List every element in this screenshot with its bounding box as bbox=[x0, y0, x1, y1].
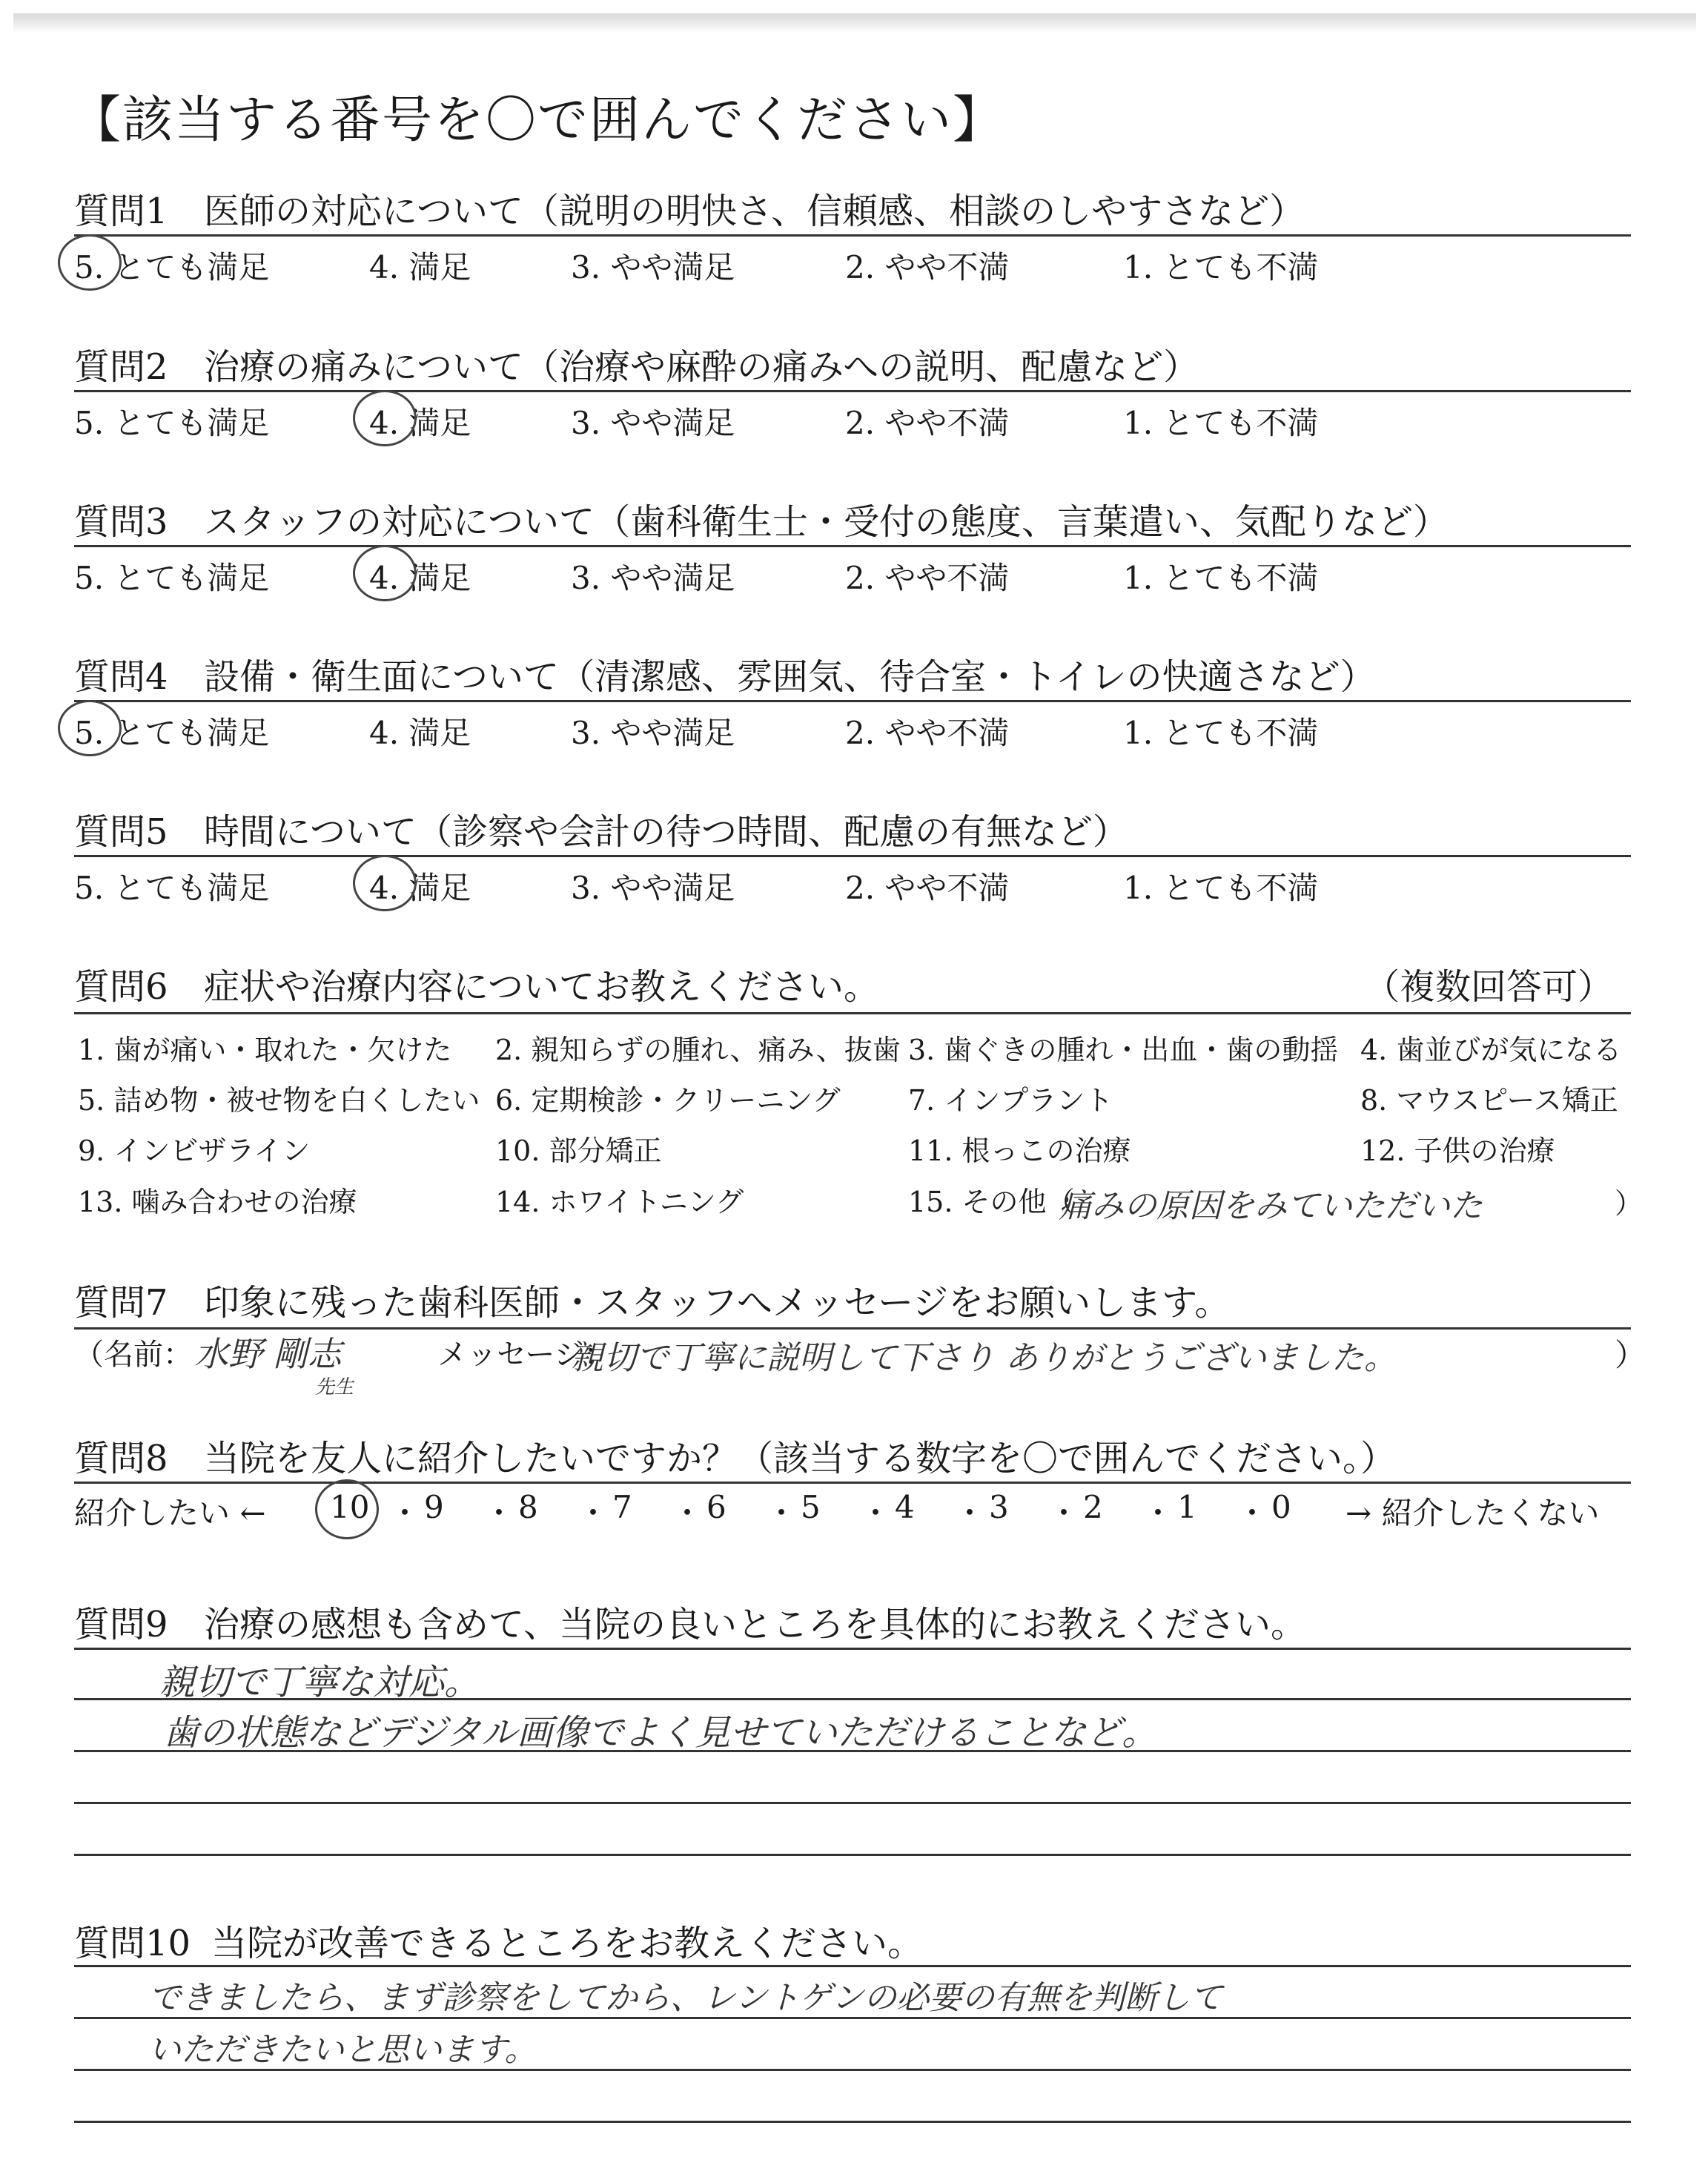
q9-rule bbox=[74, 1854, 1631, 1856]
q8-scale-separator: ・ bbox=[1237, 1495, 1268, 1531]
q4-rule bbox=[74, 700, 1631, 702]
q8-scale-separator: ・ bbox=[1142, 1495, 1174, 1531]
q3-text: スタッフの対応について（歯科衛生士・受付の態度、言葉遣い、気配りなど） bbox=[204, 501, 1449, 543]
q8-label: 質問8 bbox=[74, 1438, 168, 1479]
q5-option-5: 5. とても満足 bbox=[74, 870, 270, 906]
q10-text: 当院が改善できるところをお教えください。 bbox=[211, 1923, 924, 1964]
q1-label: 質問1 bbox=[74, 191, 168, 232]
q7-message-value: 親切で丁寧に説明して下さり ありがとうございました。 bbox=[571, 1339, 1397, 1377]
q7-close: ） bbox=[1615, 1337, 1646, 1373]
q4-option-1: 1. とても不満 bbox=[1123, 715, 1319, 751]
q9-rule bbox=[74, 1648, 1631, 1650]
q6-item: 15. その他（ bbox=[908, 1186, 1075, 1218]
q6-item: 5. 詰め物・被せ物を白くしたい bbox=[78, 1084, 480, 1117]
q8-scale-8: 8 bbox=[518, 1489, 538, 1525]
q4-label: 質問4 bbox=[74, 656, 168, 698]
q6-other-close: ） bbox=[1615, 1187, 1644, 1220]
q8-scale-9: 9 bbox=[424, 1489, 444, 1525]
q6-item: 12. 子供の治療 bbox=[1360, 1135, 1555, 1167]
q7-message-label: メッセージ： bbox=[437, 1338, 614, 1372]
q8-scale-separator: ・ bbox=[483, 1495, 515, 1531]
q8-scale-separator: ・ bbox=[577, 1495, 609, 1531]
q4-option-3: 3. やや満足 bbox=[571, 715, 735, 751]
q8-scale-separator: ・ bbox=[954, 1495, 986, 1531]
q6-item: 11. 根っこの治療 bbox=[908, 1135, 1131, 1167]
q7-text: 印象に残った歯科医師・スタッフへメッセージをお願いします。 bbox=[204, 1282, 1231, 1324]
q2-text: 治療の痛みについて（治療や麻酔の痛みへの説明、配慮など） bbox=[204, 346, 1199, 388]
q5-option-2: 2. やや不満 bbox=[845, 870, 1010, 906]
q8-scale-separator: ・ bbox=[766, 1495, 798, 1531]
q8-left-label: 紹介したい ← bbox=[74, 1495, 266, 1531]
q5-option-3: 3. やや満足 bbox=[571, 870, 735, 906]
q6-other-handwritten: 痛みの原因をみていただいた bbox=[1059, 1187, 1483, 1225]
q4-option-2: 2. やや不満 bbox=[845, 715, 1010, 751]
q8-scale-separator: ・ bbox=[672, 1495, 704, 1531]
q7-name-sub: 先生 bbox=[315, 1376, 354, 1398]
q1-option-3: 3. やや満足 bbox=[571, 249, 735, 285]
q5-selected-circle bbox=[353, 855, 417, 911]
q8-scale-5: 5 bbox=[801, 1489, 821, 1525]
q10-rule bbox=[74, 1965, 1631, 1967]
q8-scale-separator: ・ bbox=[860, 1495, 892, 1531]
q6-item: 6. 定期検診・クリーニング bbox=[495, 1084, 841, 1117]
q6-item: 13. 噛み合わせの治療 bbox=[78, 1186, 357, 1218]
q6-label: 質問6 bbox=[74, 966, 168, 1008]
q8-right-label: → 紹介したくない bbox=[1345, 1495, 1600, 1531]
q6-item: 14. ホワイトニング bbox=[495, 1186, 744, 1218]
q8-rule bbox=[74, 1482, 1631, 1484]
q6-item: 9. インビザライン bbox=[78, 1135, 311, 1167]
q1-option-5: 5. とても満足 bbox=[74, 249, 270, 285]
q2-option-2: 2. やや不満 bbox=[845, 405, 1010, 441]
q9-text: 治療の感想も含めて、当院の良いところを具体的にお教えください。 bbox=[204, 1604, 1307, 1645]
q8-scale-separator: ・ bbox=[1048, 1495, 1080, 1531]
q8-scale-2: 2 bbox=[1083, 1489, 1103, 1525]
q6-item: 8. マウスピース矯正 bbox=[1360, 1084, 1618, 1117]
q4-text: 設備・衛生面について（清潔感、雰囲気、待合室・トイレの快適さなど） bbox=[204, 656, 1376, 698]
q6-item: 3. 歯ぐきの腫れ・出血・歯の動揺 bbox=[908, 1034, 1339, 1066]
q9-answer-line: 歯の状態などデジタル画像でよく見せていただけることなど。 bbox=[163, 1712, 1158, 1754]
q10-rule bbox=[74, 2121, 1631, 2123]
q10-answer-line: いただきたいと思います。 bbox=[148, 2031, 537, 2069]
q8-scale-7: 7 bbox=[612, 1489, 632, 1525]
q5-option-4: 4. 満足 bbox=[369, 870, 471, 906]
q1-rule bbox=[74, 234, 1631, 237]
q2-option-5: 5. とても満足 bbox=[74, 405, 270, 441]
q3-selected-circle bbox=[353, 545, 417, 601]
q6-item: 2. 親知らずの腫れ、痛み、抜歯 bbox=[495, 1034, 901, 1066]
q8-scale-4: 4 bbox=[895, 1489, 915, 1525]
q1-option-4: 4. 満足 bbox=[369, 249, 471, 285]
q10-label: 質問10 bbox=[74, 1923, 191, 1964]
q3-option-5: 5. とても満足 bbox=[74, 560, 270, 596]
q6-item: 7. インプラント bbox=[908, 1084, 1113, 1117]
q8-scale-10: 10 bbox=[330, 1489, 370, 1525]
q1-text: 医師の対応について（説明の明快さ、信頼感、相談のしやすさなど） bbox=[204, 191, 1305, 232]
q3-option-2: 2. やや不満 bbox=[845, 560, 1010, 596]
q6-text: 症状や治療内容についてお教えください。 bbox=[204, 966, 880, 1008]
q6-note: （複数回答可） bbox=[1364, 966, 1614, 1008]
q6-rule bbox=[74, 1012, 1631, 1014]
q2-label: 質問2 bbox=[74, 346, 168, 388]
q9-label: 質問9 bbox=[74, 1604, 168, 1645]
q10-answer-line: できましたら、まず診察をしてから、レントゲンの必要の有無を判断して bbox=[148, 1979, 1223, 2017]
scan-top-edge bbox=[13, 13, 1696, 33]
q7-name-label: （名前： bbox=[74, 1338, 193, 1372]
q8-scale-1: 1 bbox=[1177, 1489, 1197, 1525]
q4-option-5: 5. とても満足 bbox=[74, 715, 270, 751]
q3-label: 質問3 bbox=[74, 501, 168, 543]
q2-option-4: 4. 満足 bbox=[369, 405, 471, 441]
q5-rule bbox=[74, 855, 1631, 857]
q3-rule bbox=[74, 545, 1631, 547]
q1-selected-circle bbox=[58, 234, 122, 291]
q3-option-3: 3. やや満足 bbox=[571, 560, 735, 596]
q1-option-2: 2. やや不満 bbox=[845, 249, 1010, 285]
q7-label: 質問7 bbox=[74, 1282, 168, 1324]
q6-item: 4. 歯並びが気になる bbox=[1360, 1034, 1622, 1066]
q2-option-1: 1. とても不満 bbox=[1123, 405, 1319, 441]
form-title: 【該当する番号を〇で囲んでください】 bbox=[70, 91, 1005, 150]
q4-option-4: 4. 満足 bbox=[369, 715, 471, 751]
q3-option-4: 4. 満足 bbox=[369, 560, 471, 596]
q6-item: 1. 歯が痛い・取れた・欠けた bbox=[78, 1034, 452, 1066]
q1-option-1: 1. とても不満 bbox=[1123, 249, 1319, 285]
q8-scale-3: 3 bbox=[989, 1489, 1009, 1525]
q5-label: 質問5 bbox=[74, 811, 168, 853]
q8-scale-6: 6 bbox=[706, 1489, 726, 1525]
q8-text: 当院を友人に紹介したいですか？（該当する数字を〇で囲んでください。） bbox=[204, 1438, 1397, 1479]
q8-selected-circle bbox=[315, 1479, 379, 1539]
q7-name-value: 水野 剛志 bbox=[194, 1334, 342, 1374]
q2-selected-circle bbox=[353, 390, 417, 446]
q9-rule bbox=[74, 1802, 1631, 1804]
q6-item: 10. 部分矯正 bbox=[495, 1135, 662, 1167]
q5-option-1: 1. とても不満 bbox=[1123, 870, 1319, 906]
q8-scale-separator: ・ bbox=[389, 1495, 421, 1531]
q5-text: 時間について（診察や会計の待つ時間、配慮の有無など） bbox=[204, 811, 1129, 853]
q2-option-3: 3. やや満足 bbox=[571, 405, 735, 441]
q9-answer-line: 親切で丁寧な対応。 bbox=[159, 1662, 480, 1703]
q3-option-1: 1. とても不満 bbox=[1123, 560, 1319, 596]
q2-rule bbox=[74, 390, 1631, 392]
q4-selected-circle bbox=[58, 700, 122, 756]
q8-scale-0: 0 bbox=[1271, 1489, 1291, 1525]
